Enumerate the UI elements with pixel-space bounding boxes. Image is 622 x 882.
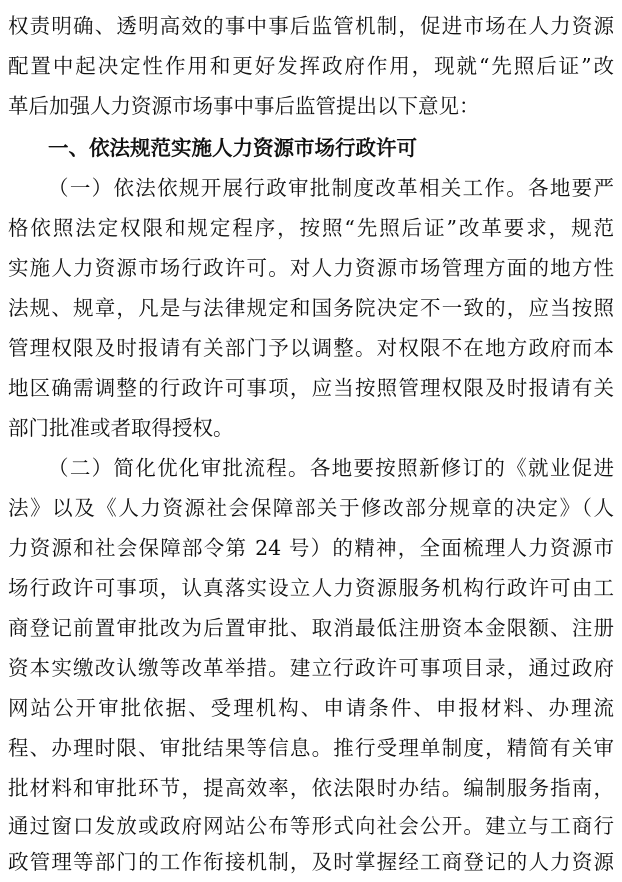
para1-line-2: 格依照法定权限和规定程序，按照“先照后证”改革要求，规范 — [8, 216, 614, 240]
para2-line-7: 网站公开审批依据、受理机构、申请条件、申报材料、办理流 — [8, 696, 614, 720]
para1-line-1: （一）依法依规开展行政审批制度改革相关工作。各地要严 — [48, 176, 614, 200]
para2-line-5: 商登记前置审批改为后置审批、取消最低注册资本金限额、注册 — [8, 616, 614, 640]
para2-line-3: 力资源和社会保障部令第 24 号）的精神，全面梳理人力资源市 — [8, 536, 614, 560]
para1-line-7: 部门批准或者取得授权。 — [8, 416, 234, 440]
para1-line-3: 实施人力资源市场行政许可。对人力资源市场管理方面的地方性 — [8, 256, 614, 280]
intro-line-3: 革后加强人力资源市场事中事后监管提出以下意见： — [8, 94, 480, 118]
intro-line-2: 配置中起决定性作用和更好发挥政府作用，现就“先照后证”改 — [8, 54, 614, 78]
para2-line-2: 法》以及《人力资源社会保障部关于修改部分规章的决定》（人 — [8, 496, 614, 520]
para2-line-9: 批材料和审批环节，提高效率，依法限时办结。编制服务指南， — [8, 776, 614, 800]
para2-line-10: 通过窗口发放或政府网站公布等形式向社会公开。建立与工商行 — [8, 814, 614, 838]
intro-line-1: 权责明确、透明高效的事中事后监管机制，促进市场在人力资源 — [8, 14, 614, 38]
para1-line-5: 管理权限及时报请有关部门予以调整。对权限不在地方政府而本 — [8, 336, 614, 360]
para2-line-6: 资本实缴改认缴等改革举措。建立行政许可事项目录，通过政府 — [8, 656, 614, 680]
para2-line-11: 政管理等部门的工作衔接机制，及时掌握经工商登记的人力资源 — [8, 850, 614, 874]
para1-line-4: 法规、规章，凡是与法律规定和国务院决定不一致的，应当按照 — [8, 296, 614, 320]
para1-line-6: 地区确需调整的行政许可事项，应当按照管理权限及时报请有关 — [8, 376, 614, 400]
section-heading: 一、依法规范实施人力资源市场行政许可 — [48, 136, 417, 160]
para2-line-4: 场行政许可事项，认真落实设立人力资源服务机构行政许可由工 — [8, 576, 614, 600]
para2-line-8: 程、办理时限、审批结果等信息。推行受理单制度，精简有关审 — [8, 736, 614, 760]
para2-line-1: （二）简化优化审批流程。各地要按照新修订的《就业促进 — [48, 456, 614, 480]
